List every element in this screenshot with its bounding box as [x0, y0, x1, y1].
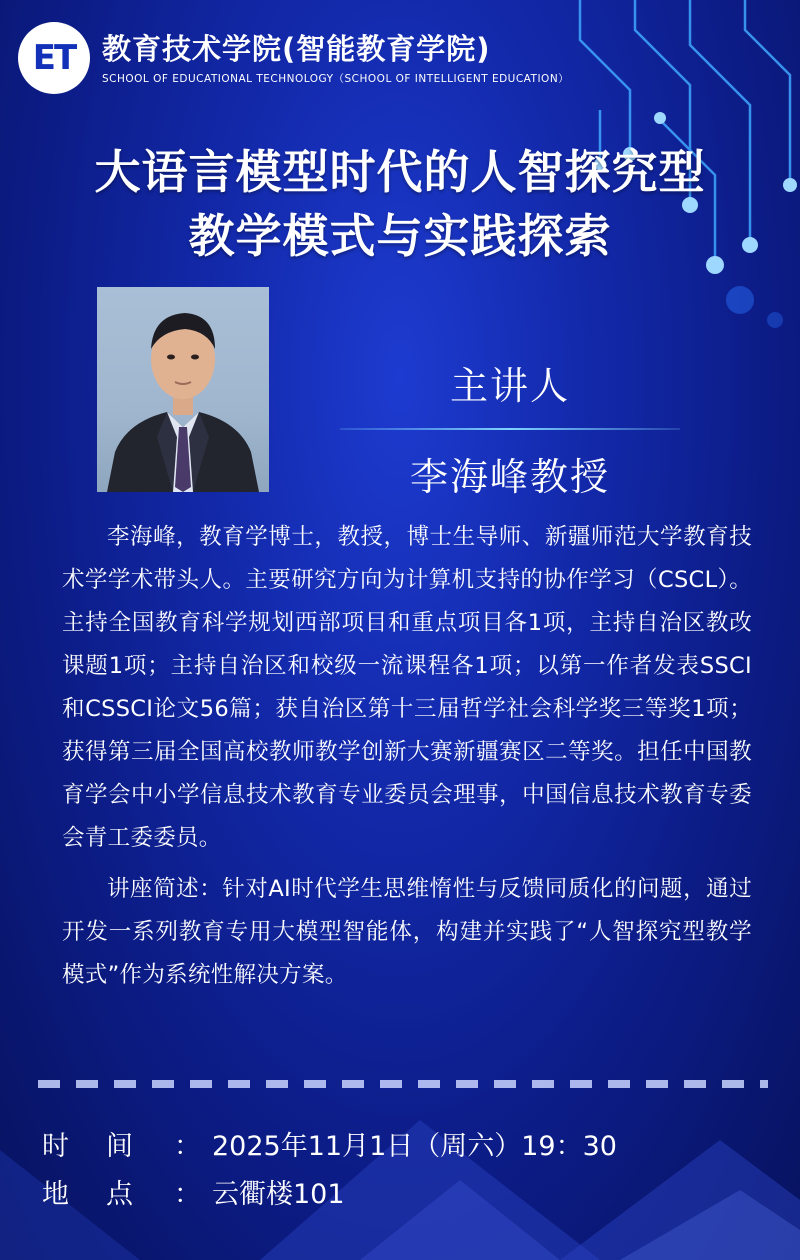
place-label-1: 地 — [42, 1179, 69, 1210]
time-colon: ： — [174, 1131, 201, 1162]
bio-paragraph: 李海峰，教育学博士，教授，博士生导师、新疆师范大学教育技术学学术带头人。主要研究方向为计算机支持的协作学习（CSCL）。主持全国教育科学规划西部项目和重点项目各1项，主持自治区教改课题1项；主持自治区和校级一流课程各1项；以第一作者发表SSCI和CSSCI论文56篇；获自治区第十三届哲学社会科学奖三等奖1项；获得第三届全国高校教师教学创新大赛新疆赛区二等奖。担任中国教育学会中小学信息技术教育专业委员会理事，中国信息技术教育专委会青工委委员。 — [62, 524, 752, 851]
school-logo-block — [18, 22, 569, 94]
speaker-photo — [97, 287, 269, 492]
speaker-heading: 主讲人 — [449, 364, 570, 408]
event-place-row — [42, 1172, 345, 1211]
time-label-1: 时 — [42, 1131, 69, 1162]
event-place: 云衢楼101 — [212, 1179, 345, 1210]
event-time: 2025年11月1日（周六）19：30 — [212, 1131, 617, 1162]
school-name — [102, 31, 569, 86]
speaker-name: 李海峰教授 — [409, 455, 610, 499]
speaker-bio — [62, 516, 752, 997]
speaker-divider — [340, 428, 680, 430]
lecture-summary: 讲座简述：针对AI时代学生思维惰性与反馈同质化的问题，通过开发一系列教育专用大模型智能体，构建并实践了“人智探究型教学模式”作为系统性解决方案。 — [62, 876, 752, 988]
title-line-2: 教学模式与实践探索 — [188, 209, 612, 263]
title-line-1: 大语言模型时代的人智探究型 — [94, 145, 706, 199]
school-name-en: SCHOOL OF EDUCATIONAL TECHNOLOGY（SCHOOL OF INTELLIGENT EDUCATION） — [102, 72, 570, 85]
place-colon: ： — [174, 1179, 201, 1210]
school-logo — [18, 22, 90, 94]
place-label-2: 点 — [106, 1179, 133, 1210]
lecture-title — [0, 140, 800, 268]
time-label-2: 间 — [106, 1131, 133, 1162]
logo-letters: ET — [32, 38, 76, 78]
dashed-divider — [38, 1079, 768, 1089]
event-time-row — [42, 1124, 617, 1163]
school-name-cn: 教育技术学院(智能教育学院) — [102, 31, 491, 66]
